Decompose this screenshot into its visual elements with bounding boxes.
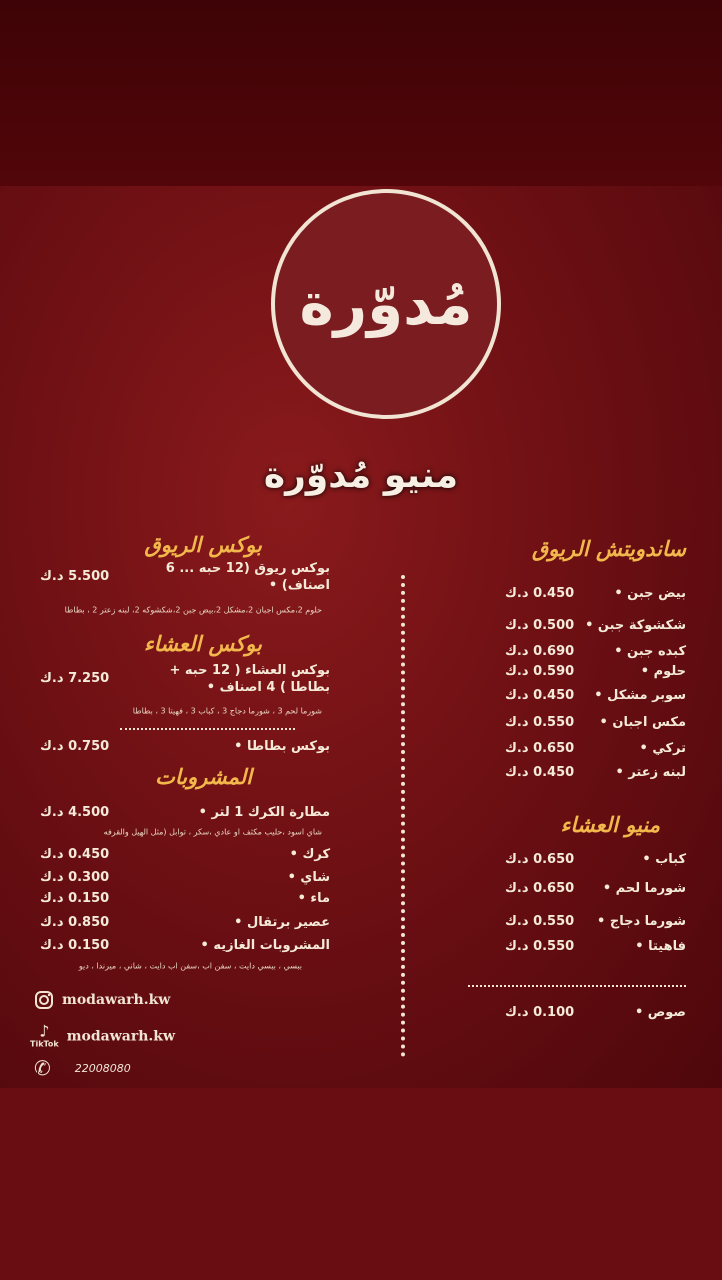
menu-item — [0, 847, 722, 865]
item-price: 0.550 د.ك — [505, 939, 575, 954]
item-price: 0.650 د.ك — [505, 881, 575, 896]
item-price: 0.100 د.ك — [505, 1005, 575, 1020]
item-name: كرك • — [289, 847, 330, 862]
bullet-icon: • — [602, 881, 616, 896]
item-name: شورما دجاج • — [596, 914, 686, 929]
item-name: بوكس ريوق (12 حبه ... 6 اصناف) • — [165, 561, 330, 593]
section-heading-drinks: المشروبات — [155, 765, 252, 789]
phone-contact[interactable] — [34, 1056, 131, 1080]
menu-item — [0, 915, 722, 933]
menu-item — [0, 618, 722, 636]
item-name: مكس اجبان • — [599, 715, 686, 730]
item-name: سوبر مشكل • — [594, 688, 686, 703]
bullet-icon: • — [614, 586, 628, 601]
bullet-icon: • — [596, 914, 610, 929]
item-price: 0.450 د.ك — [40, 847, 110, 862]
item-price: 7.250 د.ك — [40, 671, 110, 686]
item-name: ماء • — [297, 891, 330, 906]
bullet-icon: • — [234, 915, 248, 930]
item-price: 0.150 د.ك — [40, 938, 110, 953]
section-heading-breakfast-box: بوكس الريوق — [144, 533, 262, 557]
tiktok-label: TikTok — [30, 1039, 59, 1049]
item-details: ببسي ، ببسي دايت ، سفن اب ،سفن اب دايت ، شاني ، ميرندا ، ديو — [78, 961, 302, 971]
menu-item — [0, 663, 722, 695]
bottom-background — [0, 1088, 722, 1280]
item-details: شاي اسود ،حليب مكثف او عادي ،سكر ، توابل (مثل الهيل والقرفه — [103, 827, 322, 837]
menu-item — [0, 586, 722, 604]
item-name: بوكس بطاطا • — [234, 739, 330, 754]
bullet-icon: • — [200, 938, 214, 953]
menu-item — [0, 765, 722, 783]
item-price: 0.690 د.ك — [505, 644, 575, 659]
bullet-icon: • — [287, 870, 301, 885]
dotted-separator — [468, 985, 686, 987]
item-name: كبده جبن • — [614, 644, 686, 659]
section-heading-dinner-box: بوكس العشاء — [143, 632, 262, 656]
item-price: 0.850 د.ك — [40, 915, 110, 930]
bullet-icon: • — [297, 891, 311, 906]
item-name: شورما لحم • — [602, 881, 686, 896]
item-price: 0.550 د.ك — [505, 914, 575, 929]
brand-logo — [271, 189, 501, 419]
bullet-icon: • — [614, 644, 628, 659]
menu-item — [0, 739, 722, 757]
bullet-icon: • — [640, 664, 654, 679]
tiktok-icon: ♪ — [39, 1021, 50, 1041]
bullet-icon: • — [599, 715, 613, 730]
phone-icon: ✆ — [34, 1056, 51, 1080]
section-heading-dinner-menu: منيو العشاء — [560, 813, 660, 837]
menu-item — [0, 805, 722, 823]
item-name: عصير برتقال • — [234, 915, 330, 930]
menu-item — [0, 715, 722, 733]
menu-item — [0, 644, 722, 662]
item-price: 0.550 د.ك — [505, 715, 575, 730]
logo-text: مُدوّرة — [299, 270, 473, 338]
item-price: 0.450 د.ك — [505, 586, 575, 601]
item-name: مطارة الكرك 1 لتر • — [198, 805, 330, 820]
bullet-icon: • — [289, 847, 303, 862]
item-name: شكشوكة جبن • — [585, 618, 686, 633]
item-name: بيض جبن • — [614, 586, 686, 601]
menu-item — [0, 870, 722, 888]
tiktok-handle: modawarh.kw — [66, 1028, 176, 1044]
bullet-icon: • — [594, 688, 608, 703]
item-name: شاي • — [287, 870, 330, 885]
item-price: 0.650 د.ك — [505, 741, 575, 756]
top-background — [0, 0, 722, 186]
item-price: 0.150 د.ك — [40, 891, 110, 906]
item-name: حلوم • — [640, 664, 686, 679]
bullet-icon: • — [639, 741, 653, 756]
item-name: كباب • — [642, 852, 686, 867]
menu-item — [0, 688, 722, 706]
bullet-icon: • — [206, 680, 220, 695]
bullet-icon: • — [198, 805, 212, 820]
menu-item — [0, 561, 722, 593]
bullet-icon: • — [268, 578, 282, 593]
item-name: صوص • — [634, 1005, 686, 1020]
item-details: شورما لحم 3 ، شورما دجاج 3 ، كباب 3 ، فهيتا 3 ، بطاطا — [132, 706, 322, 716]
menu-title: منيو مُدوّرة — [263, 455, 459, 496]
item-price: 5.500 د.ك — [40, 569, 110, 584]
dotted-separator — [120, 728, 295, 730]
bullet-icon: • — [585, 618, 598, 633]
item-price: 0.500 د.ك — [505, 618, 575, 633]
instagram-handle: modawarh.kw — [62, 992, 171, 1008]
item-price: 0.450 د.ك — [505, 765, 575, 780]
section-heading-breakfast-sandwiches: ساندويتش الريوق — [531, 537, 686, 561]
item-price: 0.750 د.ك — [40, 739, 110, 754]
item-price: 0.450 د.ك — [505, 688, 575, 703]
bullet-icon: • — [642, 852, 656, 867]
item-name: فاهيتا • — [635, 939, 686, 954]
item-price: 0.300 د.ك — [40, 870, 110, 885]
item-price: 0.650 د.ك — [505, 852, 575, 867]
menu-item — [0, 891, 722, 909]
instagram-contact[interactable] — [34, 990, 170, 1010]
bullet-icon: • — [635, 939, 649, 954]
item-price: 4.500 د.ك — [40, 805, 110, 820]
item-details: حلوم 2،مكس اجبان 2،مشكل 2،بيض جبن 2،شكشوكه 2، لبنه زعتر 2 ، بطاطا — [64, 605, 322, 615]
phone-number: 22008080 — [74, 1061, 131, 1075]
bullet-icon: • — [634, 1005, 648, 1020]
item-price: 0.590 د.ك — [505, 664, 575, 679]
bullet-icon: • — [234, 739, 247, 754]
item-name: المشروبات الغازيه • — [200, 938, 330, 953]
menu-item — [0, 938, 722, 956]
item-name: بوكس العشاء ( 12 حبه + بطاطا ) 4 اصناف • — [169, 663, 330, 695]
item-name: تركي • — [639, 741, 686, 756]
item-name: لبنه زعتر • — [615, 765, 686, 780]
bullet-icon: • — [615, 765, 629, 780]
tiktok-contact[interactable] — [30, 1021, 176, 1049]
instagram-icon — [34, 990, 54, 1010]
